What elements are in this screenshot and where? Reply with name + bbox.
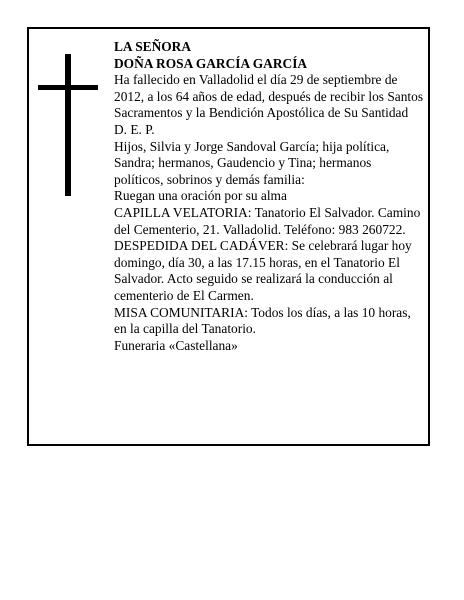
cross-icon: [38, 54, 98, 196]
chapel-info: CAPILLA VELATORIA: Tanatorio El Salvador. Camino del Cementerio, 21. Valladolid. Teléfono: 983 260722.: [114, 204, 421, 237]
mass-info: MISA COMUNITARIA: Todos los días, a las 10 horas, en la capilla del Tanatorio.: [114, 304, 411, 337]
family-list: Hijos, Silvia y Jorge Sandoval García; hija política, Sandra; hermanos, Gaudencio y Tina; hermanos políticos, sobrinos y demás familia:: [114, 138, 390, 187]
deceased-name: DOÑA ROSA GARCÍA GARCÍA: [114, 55, 308, 71]
rest-in-peace: D. E. P.: [114, 121, 155, 137]
prayer-request: Ruegan una oración por su alma: [114, 188, 287, 204]
notice-title: LA SEÑORA: [114, 39, 192, 54]
funeral-home: Funeraria «Castellana»: [114, 337, 238, 353]
death-announcement: Ha fallecido en Valladolid el día 29 de septiembre de 2012, a los 64 años de edad, después de recibir los Santos Sacramentos y la Bendición Apostólica de Su Santidad: [114, 72, 424, 121]
obituary-text: [114, 39, 424, 354]
cross-vertical-bar: [65, 54, 71, 196]
farewell-info: DESPEDIDA DEL CADÁVER: Se celebrará lugar hoy domingo, día 30, a las 17.15 horas, en el Tanatorio El Salvador. Acto seguido se realizará la conducción al cementerio de El Carmen.: [114, 238, 412, 303]
cross-horizontal-bar: [38, 85, 98, 90]
